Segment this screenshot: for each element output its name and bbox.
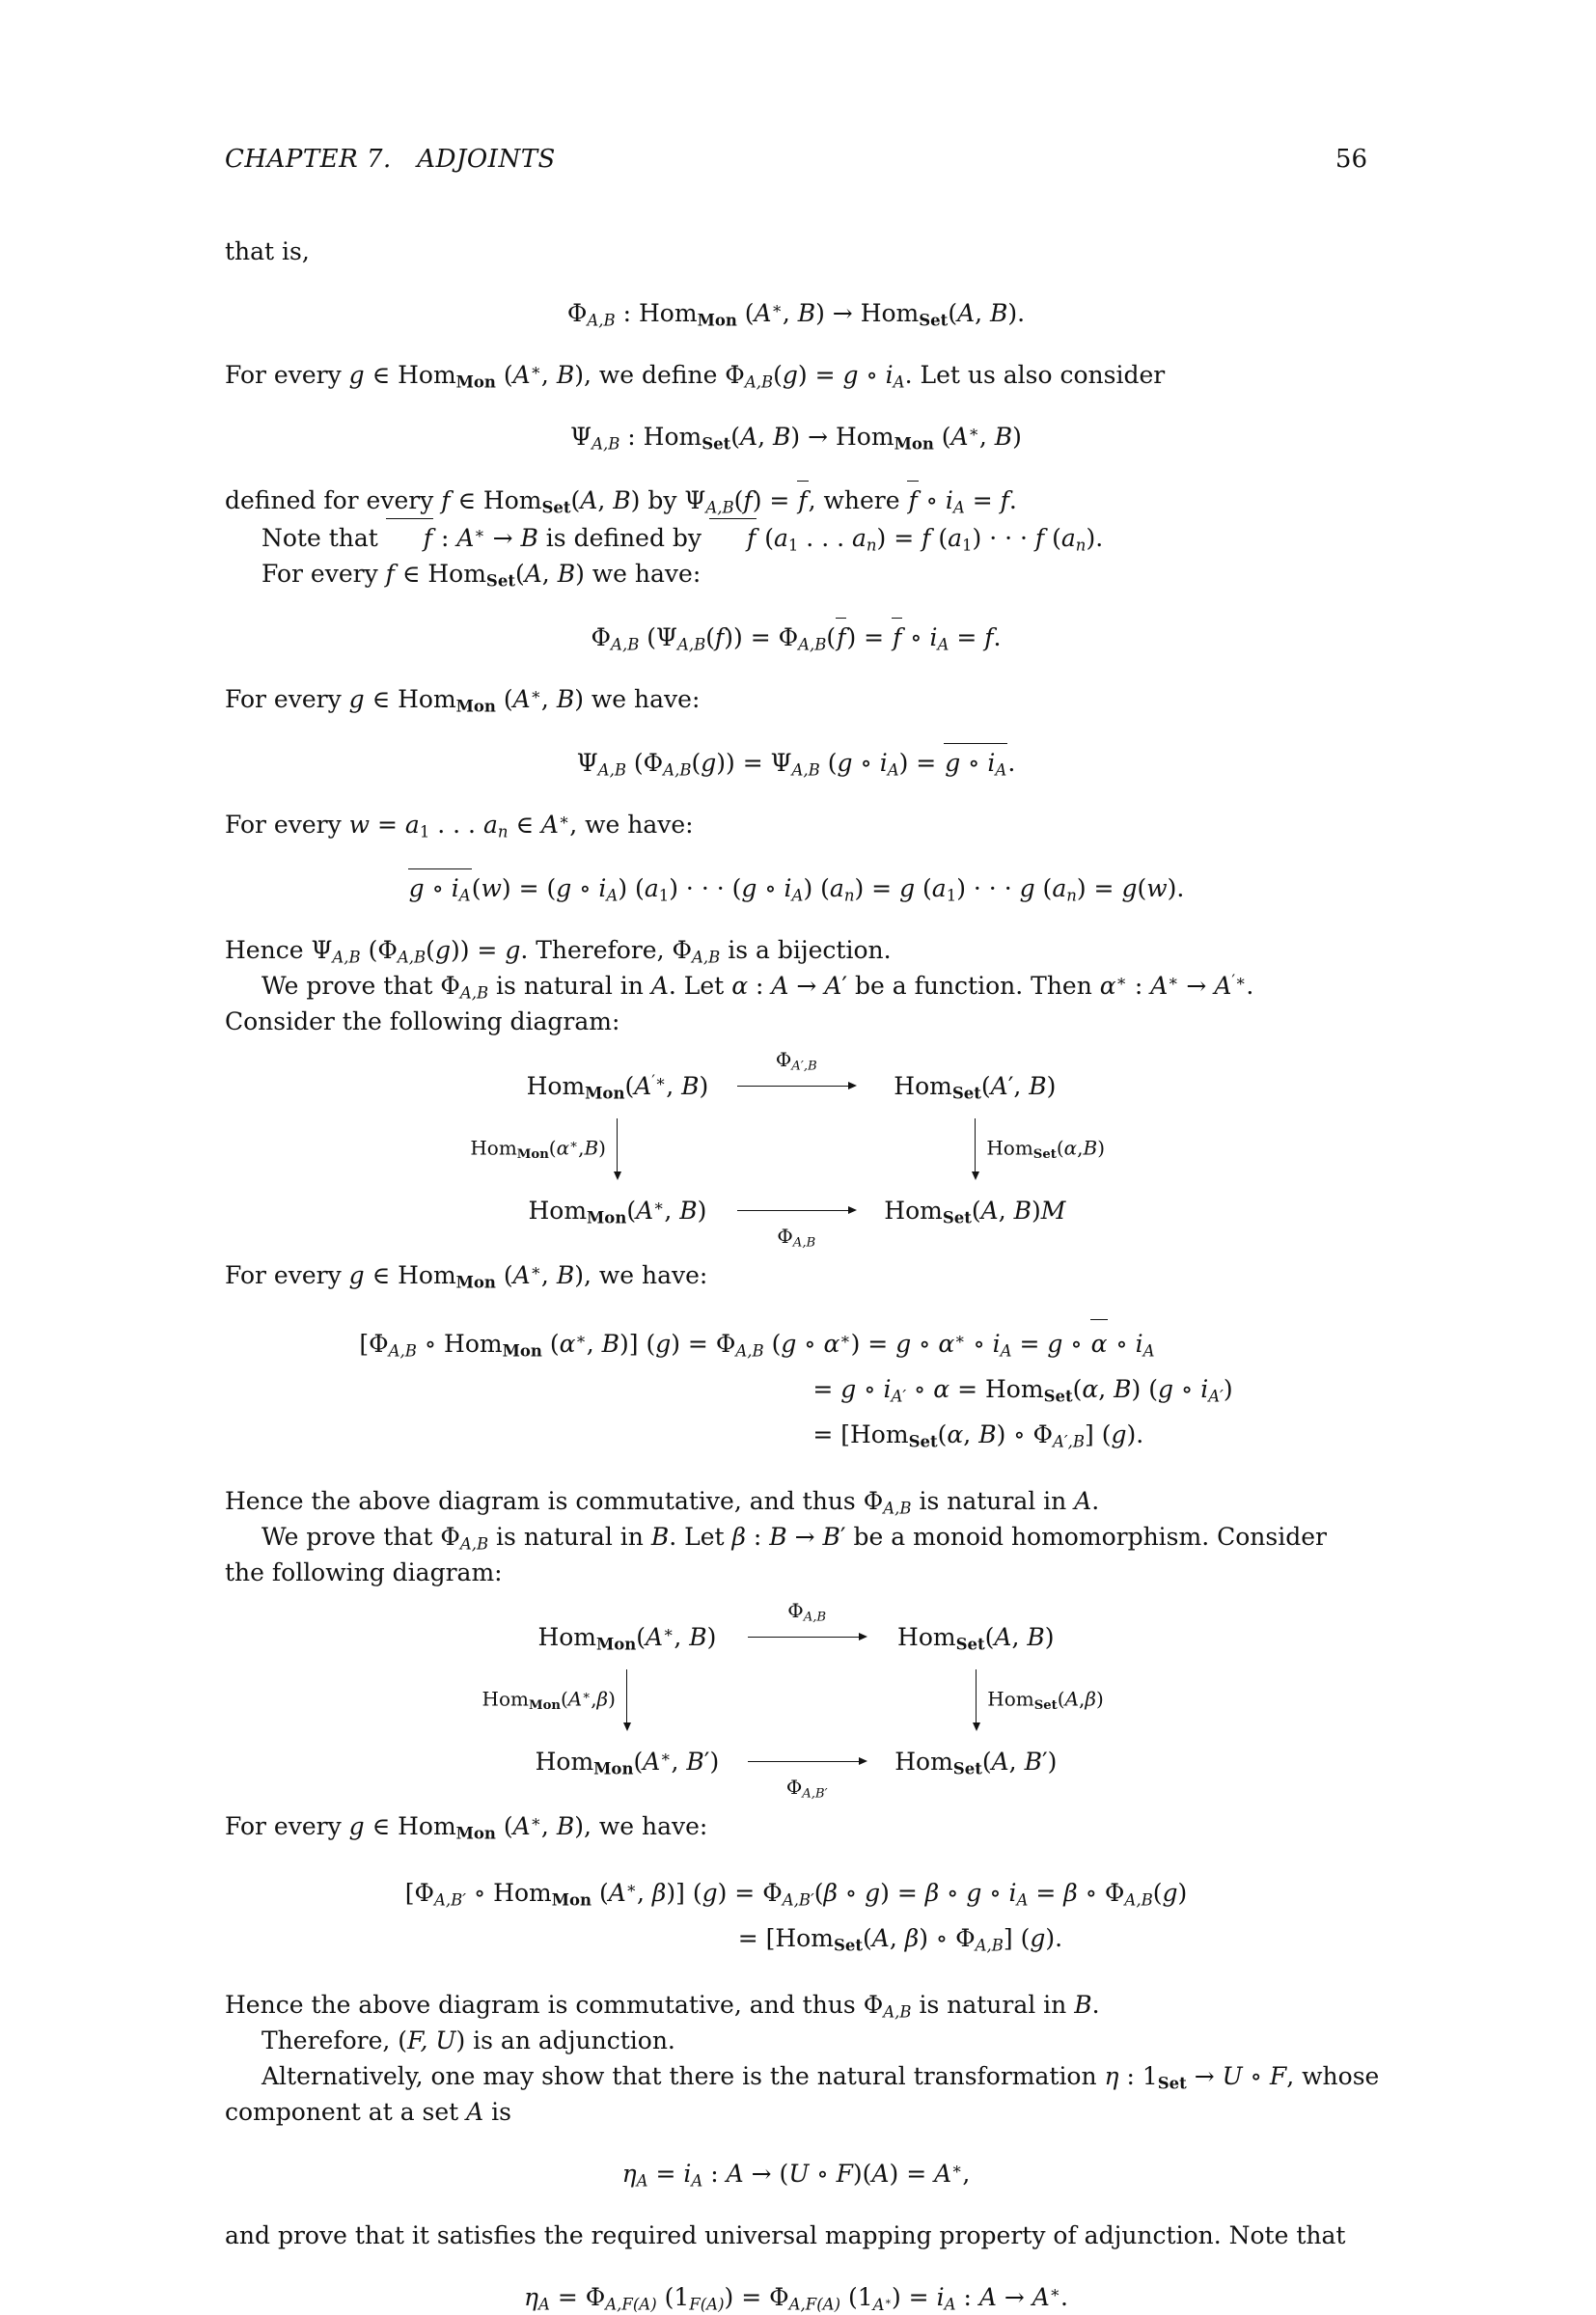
diagram-b-right-arrow <box>894 1655 1104 1744</box>
diagram-a-node-top-right: Hom$_{Set}$(A′, B) <box>894 1072 1057 1103</box>
diagram-a-top-arrow <box>724 1048 868 1087</box>
paragraph-hence-natural-a: Hence the above diagram is commutative, and thus $\Phi_{A,B}$ is natural in A. <box>225 1487 1100 1518</box>
paragraph-hence-bijection: Hence $\Psi_{A,B}$ $(\Phi_{A,B}(g)) = g$. Therefore, $\Phi_{A,B}$ is a bijection. <box>225 936 892 967</box>
commutative-diagram-natural-in-a <box>225 1048 1367 1251</box>
equation-naturality-b <box>405 1870 1188 1961</box>
chapter-title: CHAPTER 7. ADJOINTS <box>225 145 556 174</box>
paragraph-component: component at a set A is <box>225 2098 512 2126</box>
page-body <box>225 234 1380 2315</box>
diagram-a-top-arrow-label: $\Phi_{A',B}$ <box>775 1048 817 1074</box>
paragraph-for-every-g-3: For every g ∈ Hom$_{Mon}$ (A∗, B), we have: <box>225 1811 708 1843</box>
diagram-b-bottom-arrow-label: $\Phi_{A,B'}$ <box>785 1776 828 1802</box>
equation-line: [$\Phi_{A,B'}$ ∘ Hom$_{Mon}$ (A∗, β)] $(g) = \Phi_{A,B'}(\beta$ ∘ g) = β ∘ g ∘ $i_A = \beta$ ∘ $\Phi_{A,B}(g)$ <box>404 1878 1188 1910</box>
diagram-b-top-arrow-label: $\Phi_{A,B}$ <box>787 1599 827 1625</box>
paragraph-consider-diagram: Consider the following diagram: <box>225 1007 620 1035</box>
paragraph-hence-natural-b: Hence the above diagram is commutative, and thus $\Phi_{A,B}$ is natural in B. <box>225 1991 1100 2022</box>
equation-phi-psi-f: $\Phi_{A,B}$ $(\Psi_{A,B}(f)) = \Phi_{A,B}(f) = f$ ∘ $i_A = f$. <box>225 618 1367 655</box>
page-number: 56 <box>1335 145 1367 174</box>
equation-psi-definition: $\Psi_{A,B}$ : Hom$_{Set}$(A, B) → Hom$_{Mon}$ (A∗, B) <box>570 422 1022 454</box>
equation-line: = g ∘ $i_{A'}$ ∘ α = Hom$_{Set}$(α, B) (g ∘ $i_{A'}$) <box>812 1375 1233 1406</box>
diagram-b-left-arrow <box>482 1655 720 1744</box>
paragraph-defined-for-f: defined for every f ∈ Hom$_{Set}$(A, B) by $\Psi_{A,B}(f) = f$, where f ∘ $i_A = f$. <box>225 481 1367 518</box>
paragraph-therefore-adjunction: Therefore, (F, U) is an adjunction. <box>261 2026 675 2054</box>
equation-g-circ-ia-w: g ∘ $i_A(w) = (g$ ∘ $i_A$) $(a_1)$ · · · (g ∘ $i_A$) $(a_n) = g$ $(a_1)$ · · · g $(a_n) = g(w)$. <box>225 868 1367 906</box>
paragraph-alternatively: Alternatively, one may show that there is the natural transformation η : $1_{Set} \to U$ ∘ F, whose <box>261 2062 1380 2093</box>
down-arrow <box>617 1118 618 1178</box>
diagram-b-node-top-right: Hom$_{Set}$(A, B) <box>897 1623 1055 1654</box>
paragraph-and-prove: and prove that it satisfies the required universal mapping property of adjunction. Note that <box>225 2221 1346 2249</box>
diagram-b-right-arrow-label: Hom$_{Set}$(A,β) <box>987 1687 1104 1714</box>
paragraph-define-phi: For every g ∈ Hom$_{Mon}$ (A∗, B), we define $\Phi_{A,B}(g) = g$ ∘ $i_A$. Let us also consider <box>225 360 1166 392</box>
diagram-a-bottom-arrow <box>724 1210 868 1251</box>
diagram-a-left-arrow-label: Hom$_{Mon}$(α∗,B) <box>470 1136 606 1163</box>
down-arrow <box>626 1669 627 1729</box>
diagram-a-node-top-left: Hom$_{Mon}$(A′∗, B) <box>526 1071 709 1103</box>
equation-line: [$\Phi_{A,B}$ ∘ Hom$_{Mon}$ (α∗, B)] $(g) = \Phi_{A,B}$ (g ∘ α∗) = g ∘ α∗ ∘ $i_A = g$ ∘ α ∘ $i_A$ <box>359 1319 1232 1366</box>
down-arrow <box>976 1669 977 1729</box>
diagram-a-left-arrow <box>470 1104 709 1193</box>
paragraph-following-diagram: the following diagram: <box>225 1558 503 1586</box>
equation-line: = [Hom$_{Set}$(A, β) ∘ $\Phi_{A,B}$] (g). <box>737 1924 1063 1955</box>
diagram-a-right-arrow <box>884 1104 1106 1193</box>
paragraph-natural-in-a: We prove that $\Phi_{A,B}$ is natural in A. Let α : A → A′ be a function. Then α∗ : A∗ → A′∗. <box>261 971 1254 1003</box>
paragraph-natural-in-b: We prove that $\Phi_{A,B}$ is natural in B. Let β : B → B′ be a monoid homomorphism. Consider <box>261 1523 1327 1554</box>
paragraph-note-that: Note that f : A∗ → B is defined by f ($a_1$ . . . $a_n) = f$ $(a_1)$ · · · f $(a_n)$. <box>225 518 1367 556</box>
diagram-a-right-arrow-label: Hom$_{Set}$(α,B) <box>986 1136 1106 1163</box>
paragraph-for-every-g: For every g ∈ Hom$_{Mon}$ (A∗, B) we have: <box>225 684 701 716</box>
right-arrow <box>737 1086 855 1087</box>
paragraph-that-is: that is, <box>225 237 310 265</box>
diagram-b-left-arrow-label: Hom$_{Mon}$(A∗,β) <box>482 1687 616 1714</box>
diagram-a-bottom-arrow-label: $\Phi_{A,B}$ <box>777 1225 816 1251</box>
equation-naturality-a <box>359 1319 1232 1457</box>
diagram-a-node-bottom-right: Hom$_{Set}$(A, B)M <box>884 1197 1066 1227</box>
diagram-b-bottom-arrow <box>734 1761 879 1802</box>
right-arrow <box>748 1637 866 1638</box>
diagram-b-node-bottom-left: Hom$_{Mon}$(A∗, B′) <box>535 1747 720 1778</box>
equation-psi-phi-g: $\Psi_{A,B}$ $(\Phi_{A,B}(g)) = \Psi_{A,B}$ (g ∘ $i_A) = g$ ∘ $i_A$. <box>225 743 1367 781</box>
paragraph-for-every-f: For every f ∈ Hom$_{Set}$(A, B) we have: <box>261 560 702 591</box>
paragraph-for-every-g-2: For every g ∈ Hom$_{Mon}$ (A∗, B), we have: <box>225 1260 708 1292</box>
commutative-diagram-natural-in-b <box>225 1599 1367 1802</box>
right-arrow <box>737 1210 855 1211</box>
paragraph-for-every-w: For every $w = a_1$ . . . $a_n$ ∈ A∗, we have: <box>225 810 694 841</box>
down-arrow <box>975 1118 976 1178</box>
equation-eta-phi: $\eta_A = \Phi_{A,F(A)}$ $(1_{F(A)}) = \Phi_{A,F(A)}$ $(1_{A^∗}) = i_A$ : A → A∗. <box>524 2282 1068 2314</box>
equation-eta-component: $\eta_A = i_A$ : A → (U ∘ F)(A) = A∗, <box>621 2159 971 2191</box>
diagram-a-node-bottom-left: Hom$_{Mon}$(A∗, B) <box>528 1196 707 1227</box>
diagram-b-node-bottom-right: Hom$_{Set}$(A, B′) <box>894 1748 1058 1778</box>
equation-line: = [Hom$_{Set}$(α, B) ∘ $\Phi_{A',B}$] (g). <box>812 1420 1144 1451</box>
diagram-b-top-arrow <box>734 1599 879 1638</box>
equation-phi-definition: $\Phi_{A,B}$ : Hom$_{Mon}$ (A∗, B) → Hom$_{Set}$(A, B). <box>566 298 1026 330</box>
right-arrow <box>748 1761 866 1762</box>
running-head <box>225 145 1367 174</box>
diagram-b-node-top-left: Hom$_{Mon}$(A∗, B) <box>537 1622 717 1654</box>
